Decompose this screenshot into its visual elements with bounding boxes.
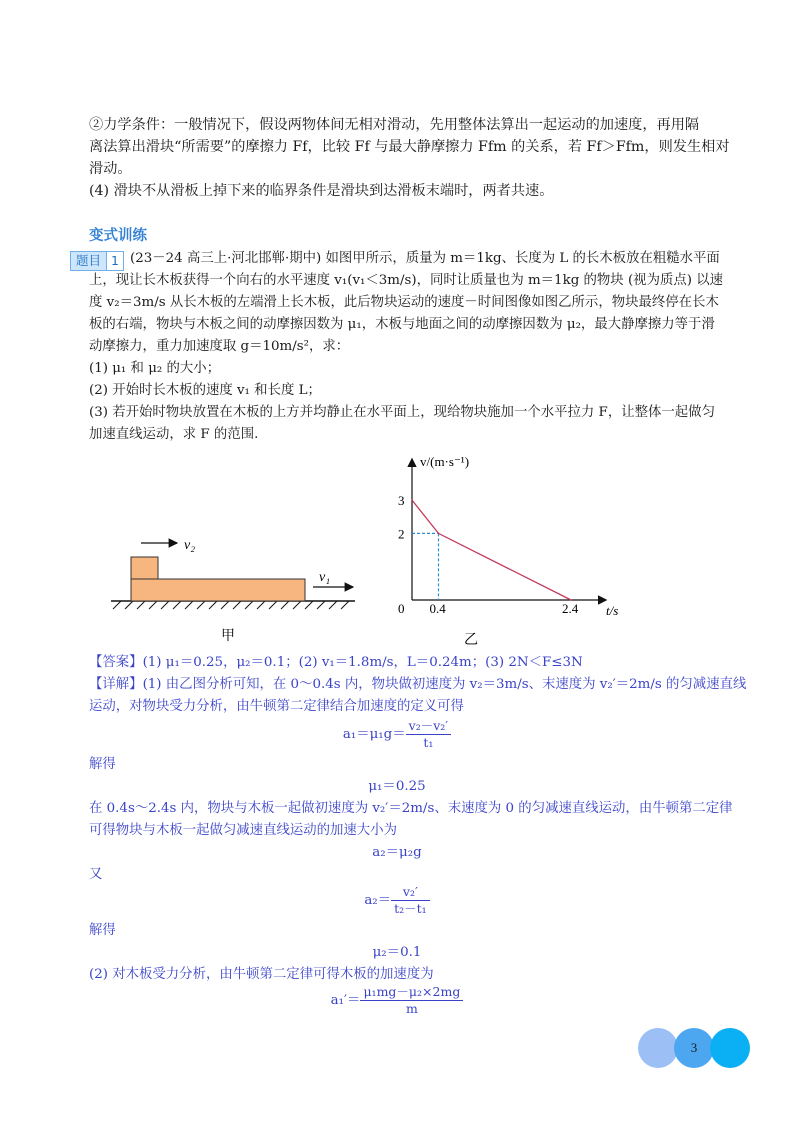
equation-6-numerator: μ₁mg－μ₂×2mg bbox=[360, 984, 463, 1001]
detail-line-1 bbox=[89, 674, 746, 696]
problem-badge-number: 1 bbox=[106, 251, 124, 271]
footer-decor-circle-1 bbox=[638, 1028, 678, 1068]
detail-l1: (1) 由乙图分析可知，在 0～0.4s 内，物块做初速度为 v₂＝3m/s、末速度为 v₂′＝2m/s 的匀减速直线 bbox=[142, 677, 747, 692]
equation-1-lhs: a₁＝μ₁g＝ bbox=[342, 727, 406, 742]
figure-jia bbox=[105, 525, 365, 655]
equation-6 bbox=[0, 984, 794, 1017]
answer-label: 【答案】 bbox=[89, 655, 143, 670]
question-2: (2) 开始时长木板的速度 v₁ 和长度 L； bbox=[89, 383, 321, 398]
question-1: (1) μ₁ 和 μ₂ 的大小； bbox=[89, 361, 221, 376]
detail-line-4: 可得物块与木板一起做匀减速直线运动的加速大小为 bbox=[89, 823, 397, 838]
equation-3: a₂＝μ₂g bbox=[372, 845, 422, 860]
detail-line-5: (2) 对木板受力分析，由牛顿第二定律可得木板的加速度为 bbox=[89, 967, 434, 982]
detail-label: 【详解】 bbox=[89, 677, 143, 692]
question-3-line-2: 加速直线运动，求 F 的范围. bbox=[89, 427, 259, 442]
x-tick-label: 2.4 bbox=[562, 601, 579, 616]
equation-4-numerator: v₂′ bbox=[391, 884, 430, 901]
detail-line-3: 在 0.4s～2.4s 内，物块与木板一起做初速度为 v₂′＝2m/s、末速度为 0 的匀减速直线运动，由牛顿第二定律 bbox=[89, 801, 733, 816]
intro-line-1: ②力学条件：一般情况下，假设两物体间无相对滑动，先用整体法算出一起运动的加速度，再用隔 bbox=[89, 117, 700, 133]
equation-4-lhs: a₂＝ bbox=[364, 893, 392, 908]
data-point bbox=[438, 533, 440, 535]
equation-1-numerator: v₂－v₂′ bbox=[406, 718, 451, 735]
solve-label-2: 解得 bbox=[89, 923, 116, 938]
problem-line-1: (23－24 高三上·河北邯郸·期中) 如图甲所示，质量为 m＝1kg、长度为 L 的长木板放在粗糙水平面 bbox=[130, 251, 720, 266]
intro-line-2: 离法算出滑块“所需要”的摩擦力 Ff，比较 Ff 与最大静摩擦力 Ffm 的关系，若 Ff＞Ffm，则发生相对 bbox=[89, 139, 730, 155]
equation-6-denominator: m bbox=[405, 1001, 418, 1016]
problem-line-3: 度 v₂＝3m/s 从长木板的左端滑上长木板，此后物块运动的速度－时间图像如图乙所示，物块最终停在长木 bbox=[89, 295, 719, 310]
intro-line-4: (4) 滑块不从滑板上掉下来的临界条件是滑块到达滑板末端时，两者共速。 bbox=[89, 183, 554, 199]
v1-label: v₁ bbox=[319, 570, 331, 585]
equation-1-denominator: t₁ bbox=[423, 735, 434, 750]
answer-text: (1) μ₁＝0.25，μ₂＝0.1；(2) v₁＝1.8m/s，L＝0.24m；(3) 2N＜F≤3N bbox=[142, 655, 583, 670]
caption-jia: 甲 bbox=[221, 628, 235, 644]
problem-line-5: 动摩擦力，重力加速度取 g＝10m/s²，求： bbox=[89, 339, 350, 354]
v2-label: v₂ bbox=[184, 538, 196, 553]
equation-4-denominator: t₂－t₁ bbox=[394, 901, 427, 916]
equation-6-lhs: a₁′＝ bbox=[330, 993, 361, 1008]
y-tick-label: 2 bbox=[398, 526, 405, 542]
long-board bbox=[131, 579, 305, 601]
equation-2: μ₁＝0.25 bbox=[368, 779, 426, 794]
x-axis-label: t/s bbox=[606, 603, 619, 618]
problem-line-4: 板的右端，物块与木板之间的动摩擦因数为 μ₁，木板与地面之间的动摩擦因数为 μ₂，最大静摩擦力等于滑 bbox=[89, 317, 715, 332]
you-label: 又 bbox=[89, 867, 103, 882]
caption-yi: 乙 bbox=[464, 632, 478, 648]
problem-line-2: 上，现让长木板获得一个向右的水平速度 v₁(v₁＜3m/s)，同时让质量也为 m＝1kg 的物块 (视为质点) 以速 bbox=[89, 273, 723, 288]
equation-4 bbox=[0, 884, 794, 917]
solve-label-1: 解得 bbox=[89, 757, 116, 772]
detail-line-2: 运动，对物块受力分析，由牛顿第二定律结合加速度的定义可得 bbox=[89, 699, 464, 714]
problem-badge bbox=[70, 250, 128, 271]
section-title: 变式训练 bbox=[89, 228, 147, 244]
intro-line-3: 滑动。 bbox=[89, 161, 132, 177]
velocity-line bbox=[412, 500, 571, 600]
data-point bbox=[411, 499, 413, 501]
question-3-line-1: (3) 若开始时物块放置在木板的上方并均静止在水平面上，现给物块施加一个水平拉力 F，让整体一起做匀 bbox=[89, 405, 715, 420]
figure-yi-vt-chart bbox=[380, 448, 640, 648]
problem-badge-label: 题目 bbox=[70, 251, 107, 271]
footer-decor-circle-3 bbox=[710, 1028, 750, 1068]
y-tick-label: 3 bbox=[398, 493, 405, 509]
page-number: 3 bbox=[674, 1028, 714, 1068]
origin-label: 0 bbox=[398, 601, 405, 616]
ground-hatch bbox=[111, 601, 355, 609]
answer bbox=[89, 652, 583, 674]
small-block bbox=[131, 557, 158, 579]
y-axis-label: v/(m·s⁻¹) bbox=[420, 454, 470, 469]
equation-5: μ₂＝0.1 bbox=[372, 945, 422, 960]
equation-1 bbox=[0, 718, 794, 751]
x-tick-label: 0.4 bbox=[429, 601, 446, 616]
